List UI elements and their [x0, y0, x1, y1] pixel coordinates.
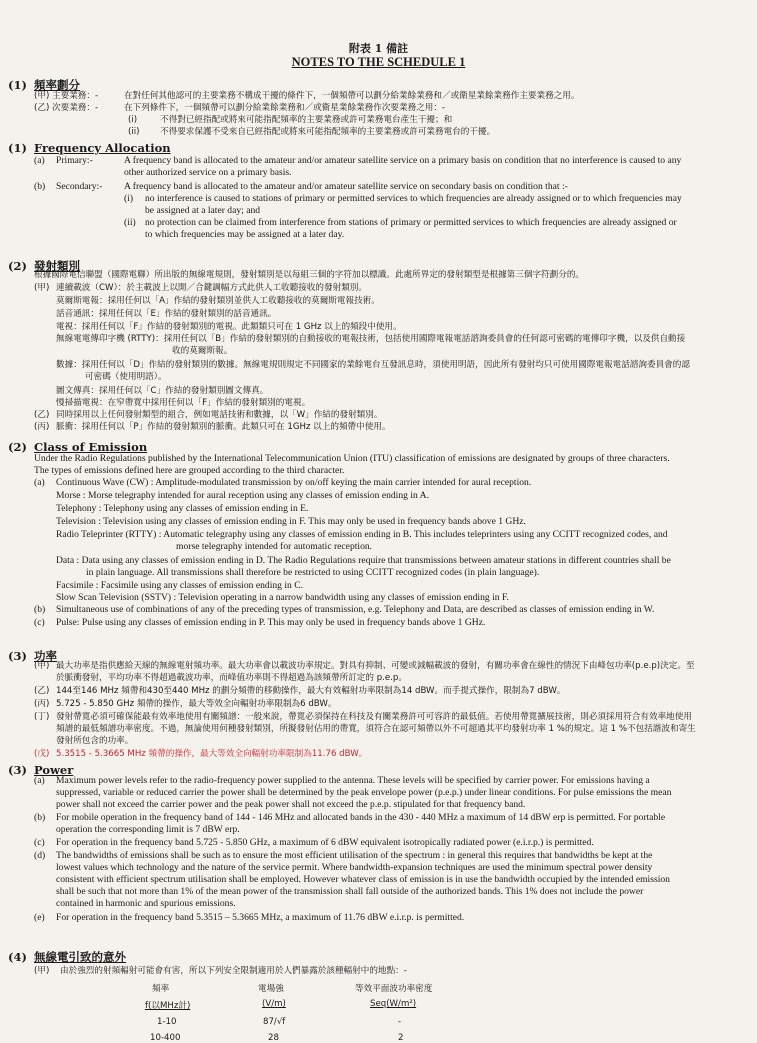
power-d-line-2-cn: 頻譜的最低頻譜功率密度。不過，無論使用何種發射類別，所擬發射佔用的帶寬，須符合在認可頻帶以外不可超過其平均發射功率 1 %的規定。這 1 %不包括諧波和寄生 — [56, 724, 696, 734]
sstv-text: Slow Scan Television (SSTV) : Television operating in a narrow bandwidth using any classes of emission ending in F. — [56, 592, 509, 603]
rtty-line-1-cn: 無線電電傳印字機 (RTTY)：採用任何以「B」作結的發射類別的自動接收的電報技術，包括使用國際電報電話諮詢委員會的任何認可密碼的電傳印字機，以及供自動接 — [56, 334, 686, 344]
table-row-2-power-density: 2 — [398, 1033, 404, 1043]
power-e-label: (e) — [34, 912, 45, 923]
primary-label-cn: (甲) 主要業務：- — [34, 91, 99, 101]
power-c-label: (c) — [34, 837, 45, 848]
table-row-1-frequency: 1-10 — [157, 1017, 177, 1027]
power-c-text: For operation in the frequency band 5.725 - 5.850 GHz, a maximum of 6 dBW equivalent isotropically radiated power (e.i.r.p.) is permitted. — [56, 837, 594, 848]
cw-text-cn: 連續載波（CW）：於主載波上以開／合鍵調幅方式此供人工收聽接收的發射類別。 — [56, 283, 367, 293]
section-number: (3) — [8, 763, 27, 777]
emission-intro-line-2: The types of emissions defined here are grouped according to the third character. — [34, 465, 345, 476]
telephony-text-cn: 話音通訊：採用任何以「E」作結的發射類別的話音通訊。 — [56, 309, 277, 319]
pulse-label: (c) — [34, 617, 45, 628]
item-i-label-cn: (i) — [128, 115, 138, 125]
power-e-label-cn: (戊) — [34, 749, 50, 759]
power-a-label-cn: (甲) — [34, 661, 50, 671]
table-row-1-field-strength: 87/√f — [263, 1017, 286, 1027]
primary-label: (a) — [34, 155, 45, 166]
power-a-line-1-cn: 最大功率是指供應給天線的無線電射頻功率。最大功率會以載波功率規定。對具有抑制、可變或減幅載波的發射，有關功率會在線性的情況下由峰包功率(p.e.p)決定。至 — [56, 661, 695, 671]
power-b-line-2: operation the corresponding limit is 7 dBW erp. — [56, 824, 240, 835]
secondary-label-cn: (乙) 次要業務：- — [34, 103, 99, 113]
section-number: (4) — [8, 950, 27, 964]
table-unit-power-density: Seq(W/m²) — [370, 999, 417, 1009]
radiation-text-cn: 由於強烈的射頻輻射可能會有害，所以下列安全限制適用於人們暴露於該種輻射中的地點：- — [60, 966, 407, 976]
item-i-line-1: no interference is caused to stations of primary or permitted services to which frequencies are already assigned or to which frequencies may — [145, 193, 682, 204]
power-d-line-5: contained in harmonic and spurious emissions. — [56, 898, 236, 909]
pulse-label-cn: (丙) — [34, 422, 50, 432]
table-row-2-frequency: 10-400 — [150, 1033, 181, 1043]
telephony-text: Telephony : Telephony using any classes of emission ending in E. — [56, 503, 309, 514]
secondary-label: (b) — [34, 181, 46, 192]
data-line-2-cn: 可密碼（使用明語）。 — [85, 372, 167, 382]
power-a-line-2: suppressed, variable or reduced carrier the power shall be determined by the peak envelope power (p.e.p.) under linear conditions. For pulse emissions the mean — [56, 787, 672, 798]
facsimile-text-cn: 圖文傳真：採用任何以「C」作結的發射類別圖文傳真。 — [56, 386, 269, 396]
section-4-cn-heading — [8, 949, 126, 965]
item-i-line-2: be assigned at a later day; and — [145, 205, 261, 216]
power-d-line-2: lowest values which technology and the nature of the service permit. Where bandwidth-expansion techniques are used the minimum spectral power density — [56, 862, 653, 873]
emission-intro-cn: 根據國際電信聯盟（國際電聯）所出版的無線電規則，發射類別是以每組三個的字符加以標識。此處所界定的發射類型是根據第三個字符劃分的。 — [34, 270, 585, 280]
primary-term: Primary:- — [56, 155, 93, 166]
power-a-line-3: power shall not exceed the carrier power and the peak power shall not exceed the p.e.p. stipulated for that frequency band. — [56, 799, 526, 810]
combination-label: (b) — [34, 604, 46, 615]
schedule-title-cn: 附表 1 備註 — [348, 42, 409, 55]
item-i-label: (i) — [124, 193, 134, 204]
facsimile-text: Facsimile : Facsimile using any classes of emission ending in C. — [56, 580, 304, 591]
power-a-line-1: Maximum power levels refer to the radio-frequency power supplied to the antenna. These levels will be specified by carrier power. For emissions having a — [56, 775, 650, 786]
table-header-field-strength: 電場強 — [258, 984, 284, 994]
pulse-text: Pulse: Pulse using any classes of emission ending in P. This may only be used in frequency bands above 1 GHz. — [56, 617, 486, 628]
morse-text-cn: 莫爾斯電報：採用任何以「A」作結的發射類別並供人工收聽接收的莫爾斯電報技術。 — [56, 296, 380, 306]
power-d-line-3-cn: 發射所包含的功率。 — [56, 736, 134, 746]
power-d-line-1-cn: 發射帶寬必須可確保能最有效率地使用有關頻譜：一般來說，帶寬必須保持在科技及有關業務許可可容許的最低值。若使用帶寬擴展技術，則必須採用符合有效率地使用 — [56, 712, 692, 722]
section-3-cn-heading — [8, 648, 57, 664]
combination-text: Simultaneous use of combinations of any of the preceding types of transmission, e.g. Telephony and Data, are described as classes of emission ending in W. — [56, 604, 655, 615]
section-title: 功率 — [34, 649, 57, 663]
section-number: (2) — [8, 259, 27, 273]
power-b-label-cn: (乙) — [34, 686, 50, 696]
primary-text-cn: 在對任何其他認可的主要業務不構成干擾的條件下，一個頻帶可以劃分給業餘業務和／或衛星業餘業務作主要業務之用。 — [124, 91, 580, 101]
primary-text-line-1: A frequency band is allocated to the amateur and/or amateur satellite service on a primary basis on condition that no interference is caused to any — [124, 155, 682, 166]
power-a-label: (a) — [34, 775, 45, 786]
combination-label-cn: (乙) — [34, 410, 50, 420]
power-e-text: For operation in the frequency band 5.3515 – 5.3665 MHz, a maximum of 11.76 dBW e.i.r.p. is permitted. — [56, 912, 465, 923]
table-row-2-field-strength: 28 — [268, 1033, 279, 1043]
section-number: (1) — [8, 141, 27, 155]
table-header-power-density: 等效平面波功率密度 — [355, 984, 433, 994]
sstv-text-cn: 慢掃描電視：在窄帶寬中採用任何以「F」作結的發射類別的電視。 — [56, 398, 311, 408]
table-unit-frequency: f(以MHz計) — [145, 1001, 191, 1011]
item-ii-label: (ii) — [124, 217, 136, 228]
power-b-line-1: For mobile operation in the frequency band of 144 - 146 MHz and allocated bands in the 430 - 440 MHz a maximum of 14 dBW erp is permitted. For portable — [56, 812, 666, 823]
data-line-1-cn: 數據：採用任何以「D」作結的發射類別的數據。無線電規則規定不同國家的業餘電台互發訊息時，須使用明語，因此所有發射均只可使用國際電報電話諮詢委員會的認 — [56, 360, 690, 370]
power-b-label: (b) — [34, 812, 46, 823]
power-d-line-3: consistent with efficient spectrum utilisation shall be employed. However whatever class of emission is in use the bandwidth occupied by the intended emission — [56, 874, 670, 885]
data-line-1: Data : Data using any classes of emission ending in D. The Radio Regulations require that transmissions between amateur stations in different countries shall be — [56, 555, 671, 566]
television-text: Television : Television using any classes of emission ending in F. This may only be used in frequency bands above 1 GHz. — [56, 516, 526, 527]
morse-text: Morse : Morse telegraphy intended for aural reception using any classes of emission ending in A. — [56, 490, 429, 501]
power-d-line-4: shall be such that not more than 1% of the mean power of the transmission shall fall outside of the authorized bands. This 1% does not include the power — [56, 886, 644, 897]
power-d-label-cn: (丁) — [34, 712, 50, 722]
primary-text-line-2: other authorized service on a primary basis. — [124, 167, 292, 178]
table-header-frequency: 頻率 — [152, 984, 170, 994]
cw-label: (a) — [34, 477, 45, 488]
power-d-line-1: The bandwidths of emissions shall be such as to ensure the most efficient utilisation of the spectrum : in general this requires that bandwidths be kept at the — [56, 850, 653, 861]
television-text-cn: 電視：採用任何以「F」作結的發射類別的電視。此類類只可在 1 GHz 以上的頻段中使用。 — [56, 322, 402, 332]
table-unit-field-strength: (V/m) — [262, 999, 286, 1009]
item-i-text-cn: 不得對已經指配或將來可能指配頻率的主要業務或許可業務電台產生干擾；和 — [160, 115, 453, 125]
emission-intro-line-1: Under the Radio Regulations published by the International Telecommunication Union (ITU) classification of emissions are designated by groups of three characters. — [34, 453, 670, 464]
secondary-term: Secondary:- — [56, 181, 103, 192]
section-title: Power — [34, 763, 74, 777]
rtty-line-2-cn: 收的莫爾斯報。 — [172, 346, 233, 356]
rtty-line-2: morse telegraphy intended for automatic reception. — [176, 541, 373, 552]
item-ii-label-cn: (ii) — [128, 127, 140, 137]
radiation-label-cn: (甲) — [34, 966, 50, 976]
section-number: (2) — [8, 440, 27, 454]
section-2-en-heading — [8, 440, 147, 454]
secondary-text-cn: 在下列條件下，一個頻帶可以劃分給業餘業務和／或衛星業餘業務作次要業務之用：- — [124, 103, 446, 113]
item-ii-line-1: no protection can be claimed from interference from stations of primary or permitted services to which frequencies are already assigned or — [145, 217, 677, 228]
section-number: (1) — [8, 78, 27, 92]
data-line-2: in plain language. All transmissions shall therefore be restricted to using CCITT recognized codes (in plain language). — [86, 567, 540, 578]
power-b-text-cn: 144至146 MHz 頻帶和430至440 MHz 的劃分頻帶的移動操作，最大有效輻射功率限制為14 dBW。而手提式操作，限制為7 dBW。 — [56, 686, 566, 696]
rtty-line-1: Radio Teleprinter (RTTY) : Automatic telegraphy using any classes of emission ending in B. This includes teleprinters using any CCITT recognized codes, and — [56, 529, 668, 540]
section-title: 頻率劃分 — [34, 78, 80, 92]
section-1-en-heading — [8, 141, 171, 155]
power-c-label-cn: (丙) — [34, 699, 50, 709]
schedule-title-en: NOTES TO THE SCHEDULE 1 — [291, 55, 466, 69]
cw-text: Continuous Wave (CW) : Amplitude-modulated transmission by on/off keying the main carrier intended for aural reception. — [56, 477, 532, 488]
section-number: (3) — [8, 649, 27, 663]
cw-label-cn: (甲) — [34, 283, 50, 293]
section-title: Frequency Allocation — [34, 141, 171, 155]
power-a-line-2-cn: 於脈衝發射，平均功率不得超過載波功率，而峰值功率則不得超過為該頻帶所訂定的 p.e.p。 — [56, 673, 407, 683]
table-row-1-power-density: - — [398, 1017, 402, 1027]
section-title: Class of Emission — [34, 440, 148, 454]
power-e-text-cn: 5.3515 - 5.3665 MHz 頻帶的操作，最大等效全向輻射功率限制為11.76 dBW。 — [56, 749, 368, 759]
item-ii-text-cn: 不得要求保護不受來自已經指配或將來可能指配頻率的主要業務或許可業務電台的干擾。 — [160, 127, 496, 137]
power-c-text-cn: 5.725 - 5.850 GHz 頻帶的操作，最大等效全向輻射功率限制為6 dBW。 — [56, 699, 337, 709]
section-title: 無線電引致的意外 — [34, 950, 126, 964]
item-ii-line-2: to which frequencies may be assigned at a later day. — [145, 229, 345, 240]
combination-text-cn: 同時採用以上任何發射類型的組合，例如電話技術和數據，以「W」作結的發射類別。 — [56, 410, 383, 420]
secondary-text: A frequency band is allocated to the amateur and/or amateur satellite service on secondary basis on condition that :- — [124, 181, 568, 192]
pulse-text-cn: 脈衝：採用任何以「P」作結的發射類別的脈衝。此類只可在 1GHz 以上的頻帶中使用。 — [56, 422, 391, 432]
power-d-label: (d) — [34, 850, 46, 861]
section-title: 發射類別 — [34, 259, 80, 273]
